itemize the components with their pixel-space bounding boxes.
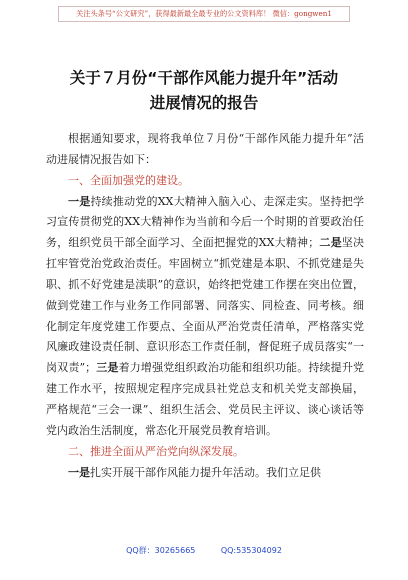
- footer-qq-group: QQ群：30265665: [126, 546, 196, 555]
- point-text-4: 扎实开展干部作风能力提升年活动。我们立足供: [90, 465, 321, 479]
- point-lead-4: 一是: [68, 465, 90, 479]
- title-line-1: 关于７月份“干部作风能力提升年”活动: [69, 69, 339, 87]
- intro-paragraph: 根据通知要求，现将我单位７月份“干部作风能力提升年”活动进展情况报告如下：: [46, 132, 364, 166]
- footer: [0, 545, 408, 556]
- section-heading-2: 二、推进全面从严治党向纵深发展。: [68, 444, 244, 458]
- point-lead-1: 一是: [68, 194, 91, 208]
- title-line-2: 进展情况的报告: [149, 94, 259, 112]
- point-text-2: 坚决扛牢管党治党政治责任。牢固树立“抓党建是本职、不抓党建是失职、抓不好党建是渎职”的意识，始终把党建工作摆在突出位置，做到党建工作与业务工作同部署、同落实、同检查、同考核。细化制定年度党建工作要点、全面从严治党责任清单，严格落实党风廉政建设责任制、意识形态工作责任制，督促班子成员落实“一岗双责”；: [46, 236, 364, 375]
- section-heading-1: 一、全面加强党的建设。: [68, 173, 189, 187]
- header-banner: 关注头条号“公文研究”，获得最新最全最专业的公文资料库！ 微信：gongwen1: [58, 6, 350, 22]
- paragraph-1: [46, 192, 364, 442]
- document-body: [46, 129, 364, 483]
- point-text-1: 持续推动党的XX大精神入脑入心、走深走实。坚持把学习宣传贯彻党的XX大精神作为当前和今后一个时期的首要政治任务，组织党员干部全面学习、全面把握党的XX大精神；: [46, 194, 364, 250]
- point-text-3: 着力增强党组织政治功能和组织功能。持续提升党建工作水平，按照规定程序完成县社党总支和机关党支部换届，严格规范“三会一课”、组织生活会、党员民主评议、谈心谈话等党内政治生活制度，常态化开展党员教育培训。: [46, 361, 365, 437]
- footer-qq: QQ:535304092: [220, 546, 282, 555]
- point-lead-3: 三是: [96, 361, 119, 375]
- paragraph-2: [46, 463, 364, 484]
- point-lead-2: 二是: [319, 236, 342, 250]
